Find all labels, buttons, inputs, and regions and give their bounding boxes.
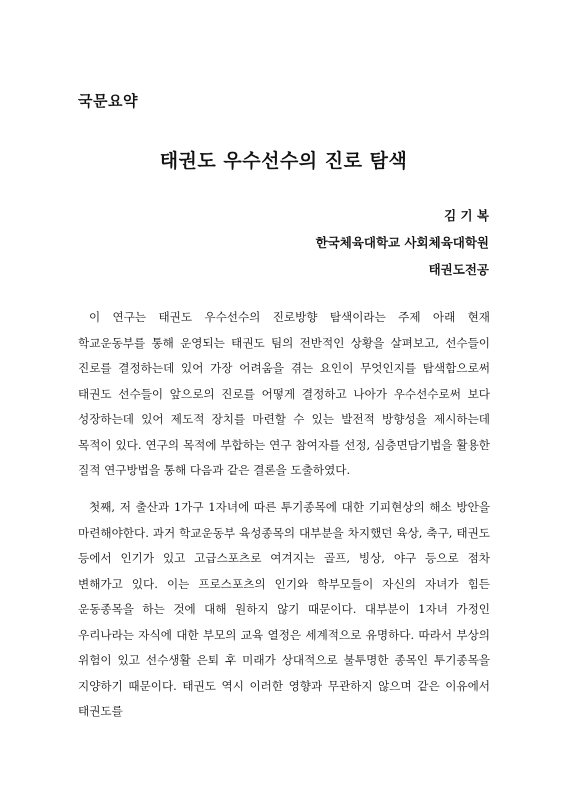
section-label: 국문요약 (78, 92, 138, 110)
author-major: 태권도전공 (428, 262, 489, 277)
abstract-paragraph-1: 이 연구는 태권도 우수선수의 진로방향 탐색이라는 주제 아래 현재 학교운동부를 통해 운영되는 태권도 팀의 전반적인 상황을 살펴보고, 선수들이 진로를 결정하는데 있어 가장 어려움을 겪는 요인이 무엇인지를 탐색함으로써 태권도 선수들이 앞으로의 진로를 어떻게 결정하고 나아가 우수선수로써 보다 성장하는데 있어 제도적 장치를 마련할 수 있는 발전적 방향성을 제시하는데 목적이 있다. 연구의 목적에 부합하는 연구 참여자를 선정, 심층면담기법을 활용한 질적 연구방법을 통해 다음과 같은 결론을 도출하였다. (78, 310, 490, 477)
abstract-paragraph-2: 첫째, 저 출산과 1가구 1자녀에 따른 투기종목에 대한 기피현상의 해소 방안을 마련해야한다. 과거 학교운동부 육성종목의 대부분을 차지했던 육상, 축구, 태권도 등에서 인기가 있고 고급스포츠로 여겨지는 골프, 빙상, 야구 등으로 점차 변해가고 있다. 이는 프로스포츠의 인기와 학부모들이 자신의 자녀가 힘든 운동종목을 하는 것에 대해 원하지 않기 때문이다. 대부분이 1자녀 가정인 우리나라는 자식에 대한 부모의 교육 열정은 세계적으로 유명하다. 따라서 부상의 위험이 있고 선수생활 은퇴 후 미래가 상대적으로 불투명한 종목인 투기종목을 지양하기 때문이다. 태권도 역시 이러한 영향과 무관하지 않으며 같은 이유에서 태권도를 (78, 500, 490, 718)
document-title: 태권도 우수선수의 진로 탐색 (159, 150, 408, 172)
author-affiliation: 한국체육대학교 사회체육대학원 (315, 235, 489, 250)
author-block (316, 208, 489, 289)
author-name: 김 기 복 (444, 208, 489, 223)
